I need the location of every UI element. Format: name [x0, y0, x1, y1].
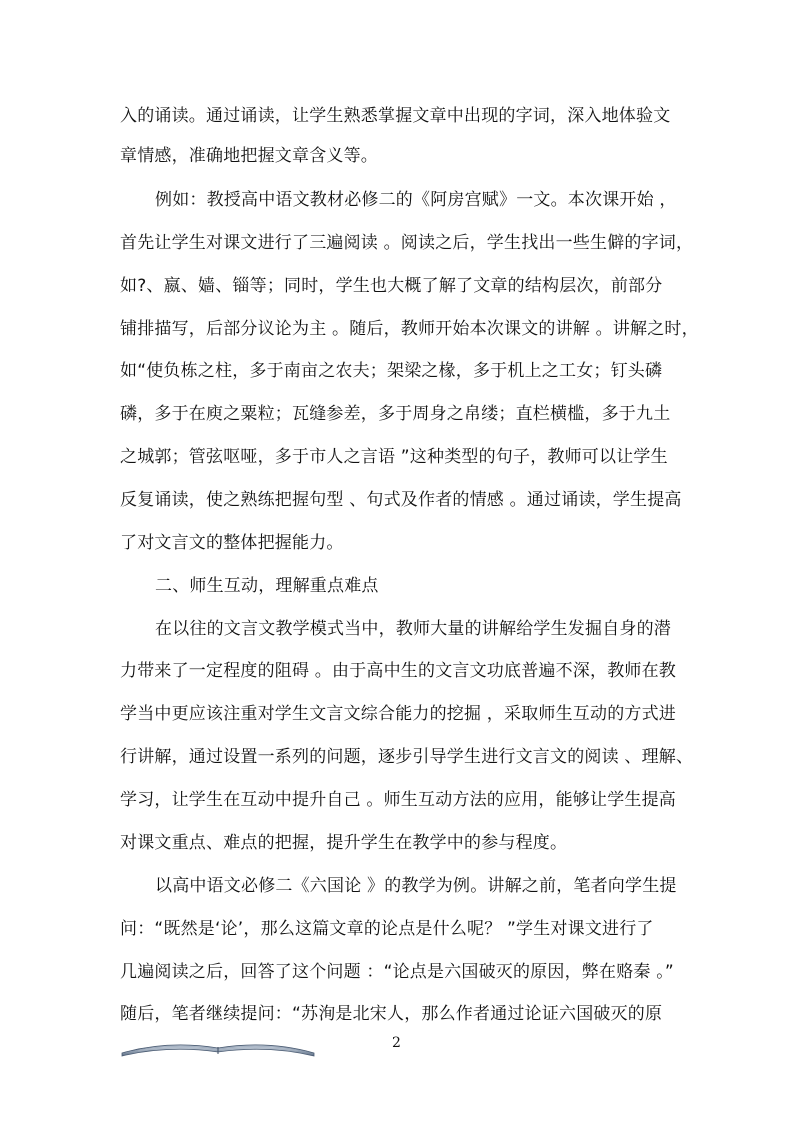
text-line: 力带来了一定程度的阻碍 。由于高中生的文言文功底普遍不深，教师在教 [120, 661, 677, 681]
text-line: 几遍阅读之后，回答了这个问题 ：“论点是六国破灭的原因，弊在赂秦 。” [120, 962, 674, 982]
paragraph-start-line: 在以往的文言文教学模式当中，教师大量的讲解给学生发掘自身的潜 [155, 619, 671, 639]
text-line: 磷，多于在庾之粟粒；瓦缝参差，多于周身之帛缕；直栏横槛，多于九土 [120, 404, 671, 424]
text-line: 对课文重点、难点的把握，提升学生在教学中的参与程度。 [120, 833, 568, 853]
page-number: 2 [392, 1035, 401, 1051]
paragraph-start-line: 例如：教授高中语文教材必修二的《阿房宫赋》一文。本次课开始 ， [155, 190, 677, 210]
text-line: 如“使负栋之柱，多于南亩之农夫；架梁之椽，多于机上之工女；钉头磷 [120, 361, 663, 381]
text-line: 了对文言文的整体把握能力。 [120, 533, 344, 553]
text-line: 行讲解，通过设置一系列的问题，逐步引导学生进行文言文的阅读 、理解、 [120, 747, 694, 767]
text-line: 章情感，准确地把握文章含义等。 [120, 146, 378, 166]
text-line: 学当中更应该注重对学生文言文综合能力的挖掘 ，采取师生互动的方式进 [120, 704, 677, 724]
paragraph-start-line: 以高中语文必修二《六国论 》的教学为例。讲解之前，笔者向学生提 [155, 876, 677, 896]
text-line: 反复诵读，使之熟练把握句型 、句式及作者的情感 。通过诵读，学生提高 [120, 490, 682, 510]
text-line: 如?、嬴、嫱、锱等；同时，学生也大概了解了文章的结构层次，前部分 [120, 276, 663, 296]
open-book-icon [118, 1036, 318, 1058]
text-line: 之城郭；管弦呕哑，多于市人之言语 ”这种类型的句子，教师可以让学生 [120, 447, 668, 467]
text-line: 随后，笔者继续提问：“苏洵是北宋人，那么作者通过论证六国破灭的原 [120, 1004, 663, 1024]
text-line: 入的诵读。通过诵读，让学生熟悉掌握文章中出现的字词，深入地体验文 [120, 106, 671, 126]
section-heading: 二、师生互动，理解重点难点 [155, 576, 379, 596]
text-line: 问：“既然是‘论’，那么这篇文章的论点是什么呢？ ”学生对课文进行了 [120, 919, 654, 939]
text-line: 学习，让学生在互动中提升自己 。师生互动方法的应用，能够让学生提高 [120, 790, 677, 810]
text-line: 铺排描写，后部分议论为主 。随后，教师开始本次课文的讲解 。讲解之时， [120, 319, 699, 339]
text-line: 首先让学生对课文进行了三遍阅读 。阅读之后，学生找出一些生僻的字词， [120, 233, 694, 253]
